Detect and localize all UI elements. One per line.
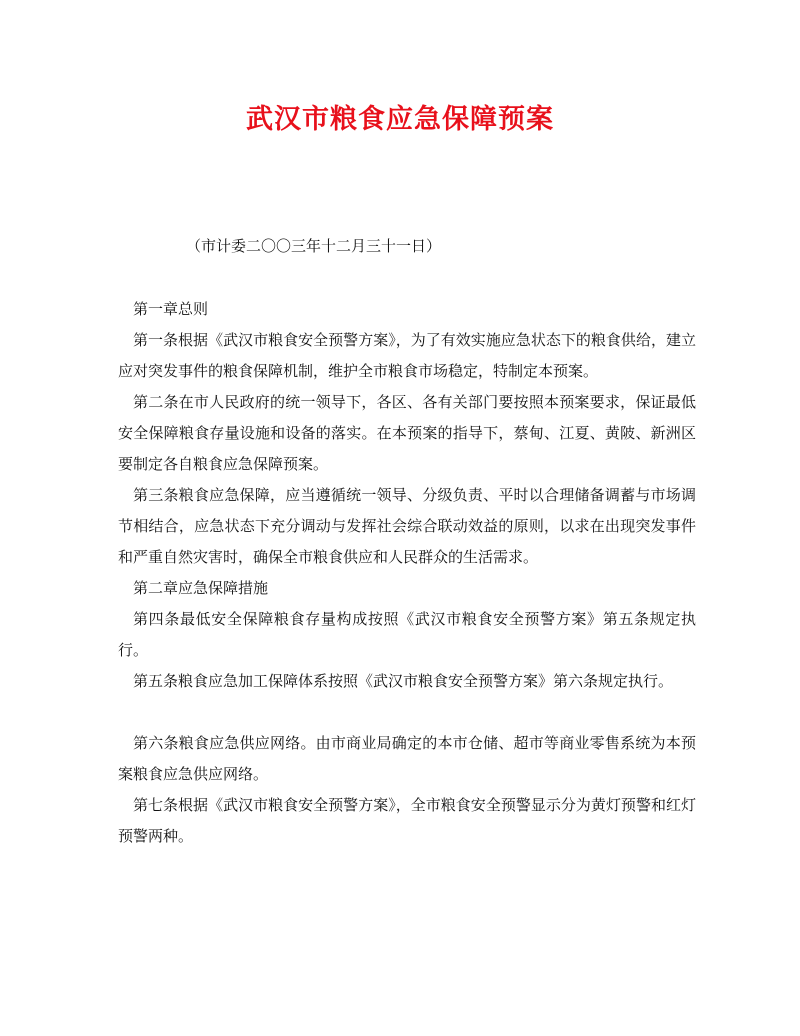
article-3: 第三条粮食应急保障，应当遵循统一领导、分级负责、平时以合理储备调蓄与市场调节相结合，应急状态下充分调动与发挥社会综合联动效益的原则，以求在出现突发事件和严重自然灾害时，确保全市粮食供应和人民群众的生活需求。 — [118, 486, 696, 566]
document-body — [118, 294, 696, 852]
article-5: 第五条粮食应急加工保障体系按照《武汉市粮食安全预警方案》第六条规定执行。 — [133, 672, 674, 690]
document-title: 武汉市粮食应急保障预案 — [246, 104, 554, 135]
article-7: 第七条根据《武汉市粮食安全预警方案》，全市粮食安全预警显示分为黄灯预警和红灯预警两种。 — [118, 796, 696, 845]
chapter-heading-measures: 第二章应急保障措施 — [133, 579, 269, 597]
article-6: 第六条粮食应急供应网络。由市商业局确定的本市仓储、超市等商业零售系统为本预案粮食应急供应网络。 — [118, 734, 696, 783]
document-date-subtitle: （市计委二〇〇三年十二月三十一日） — [186, 237, 442, 255]
article-4: 第四条最低安全保障粮食存量构成按照《武汉市粮食安全预警方案》第五条规定执行。 — [118, 610, 696, 659]
article-1: 第一条根据《武汉市粮食安全预警方案》，为了有效实施应急状态下的粮食供给，建立应对突发事件的粮食保障机制，维护全市粮食市场稳定，特制定本预案。 — [118, 331, 696, 380]
chapter-heading-general: 第一章总则 — [133, 300, 209, 318]
article-2: 第二条在市人民政府的统一领导下，各区、各有关部门要按照本预案要求，保证最低安全保障粮食存量设施和设备的落实。在本预案的指导下，蔡甸、江夏、黄陂、新洲区要制定各自粮食应急保障预案。 — [118, 393, 696, 473]
